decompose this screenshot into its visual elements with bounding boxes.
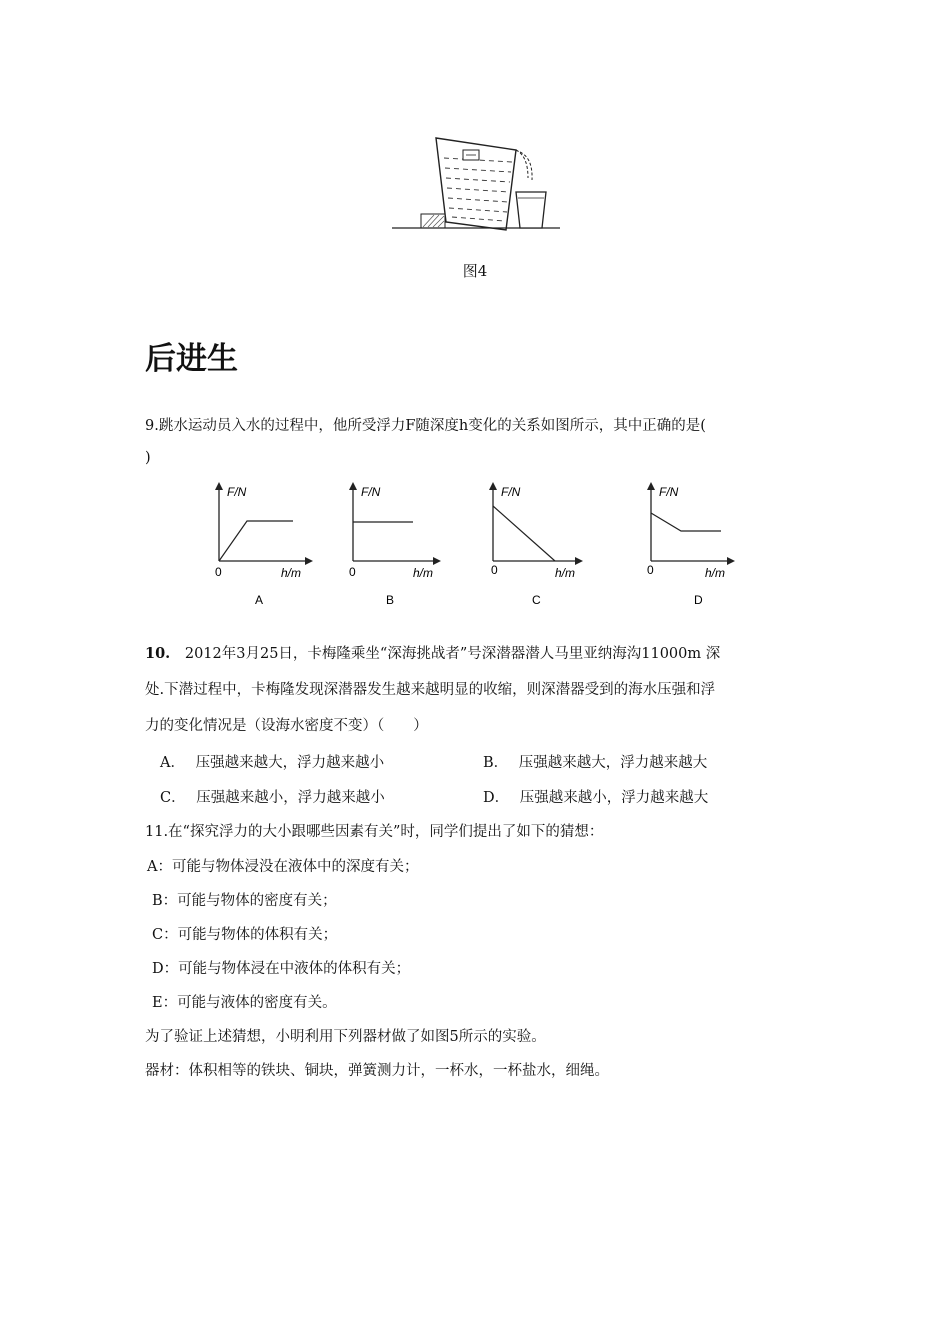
graph-a [215, 482, 313, 607]
graph-c [489, 482, 583, 607]
graph-d-x-label: h/m [705, 566, 726, 580]
figure-4-illustration [388, 128, 563, 232]
graph-a-y-label: F/N [227, 485, 247, 499]
q9-graphs [205, 476, 740, 611]
graph-b-y-label: F/N [361, 485, 381, 499]
q11-guess-b: B：可能与物体的密度有关； [152, 893, 337, 909]
q11-guess-e: E：可能与液体的密度有关。 [152, 995, 337, 1011]
figure-4-caption: 图4 [462, 262, 488, 280]
graph-c-x-label: h/m [555, 566, 576, 580]
graph-a-origin: 0 [215, 565, 222, 579]
graph-b-label: B [386, 593, 395, 607]
q9-line2: ) [145, 450, 151, 466]
graph-d-origin: 0 [647, 563, 654, 577]
q10-option-c-label: C． [160, 790, 186, 806]
q11-intro: 11.在“探究浮力的大小跟哪些因素有关”时，同学们提出了如下的猜想： [145, 824, 604, 840]
graph-a-x-label: h/m [281, 566, 302, 580]
graph-d-y-label: F/N [659, 485, 679, 499]
q10-line2: 处.下潜过程中，卡梅隆发现深潜器发生越来越明显的收缩，则深潜器受到的海水压强和浮 [145, 682, 716, 698]
q10-option-d-label: D． [483, 790, 510, 806]
section-title: 后进生 [145, 341, 238, 377]
q10-option-c [160, 786, 385, 807]
q11-guess-d: D：可能与物体浸在中液体的体积有关； [152, 961, 411, 977]
q10-line1 [145, 642, 720, 663]
q10-line1-text: 2012年3月25日，卡梅隆乘坐“深海挑战者”号深潜器潜人马里亚纳海沟11000m 深 [184, 646, 721, 662]
graph-c-origin: 0 [491, 563, 498, 577]
q10-option-a [160, 751, 384, 772]
q9-line1: 9.跳水运动员入水的过程中，他所受浮力F随深度h变化的关系如图所示，其中正确的是( [145, 418, 706, 434]
q10-option-d-text: 压强越来越小，浮力越来越大 [519, 790, 709, 806]
q10-option-a-label: A． [160, 755, 185, 771]
q11-verify: 为了验证上述猜想，小明利用下列器材做了如图5所示的实验。 [145, 1029, 546, 1045]
graph-d [647, 482, 735, 607]
q10-option-b [483, 751, 707, 772]
q10-option-b-text: 压强越来越大，浮力越来越大 [518, 755, 708, 771]
graph-d-label: D [694, 593, 703, 607]
q10-option-a-text: 压强越来越大，浮力越来越小 [195, 755, 385, 771]
graph-c-label: C [532, 593, 541, 607]
graph-a-label: A [255, 593, 264, 607]
q11-materials: 器材：体积相等的铁块、铜块，弹簧测力计，一杯水，一杯盐水，细绳。 [145, 1063, 609, 1079]
graph-b [349, 482, 441, 607]
q11-guess-c: C：可能与物体的体积有关； [152, 927, 338, 943]
q10-option-d [483, 786, 708, 807]
graph-c-y-label: F/N [501, 485, 521, 499]
q10-option-b-label: B． [483, 755, 509, 771]
q10-line3: 力的变化情况是（设海水密度不变）（ ） [145, 718, 428, 734]
graph-b-x-label: h/m [413, 566, 434, 580]
q10-option-c-text: 压强越来越小，浮力越来越小 [196, 790, 385, 806]
q11-guess-a: A：可能与物体浸没在液体中的深度有关； [147, 859, 419, 875]
graph-b-origin: 0 [349, 565, 356, 579]
q10-number: 10. [145, 645, 171, 662]
